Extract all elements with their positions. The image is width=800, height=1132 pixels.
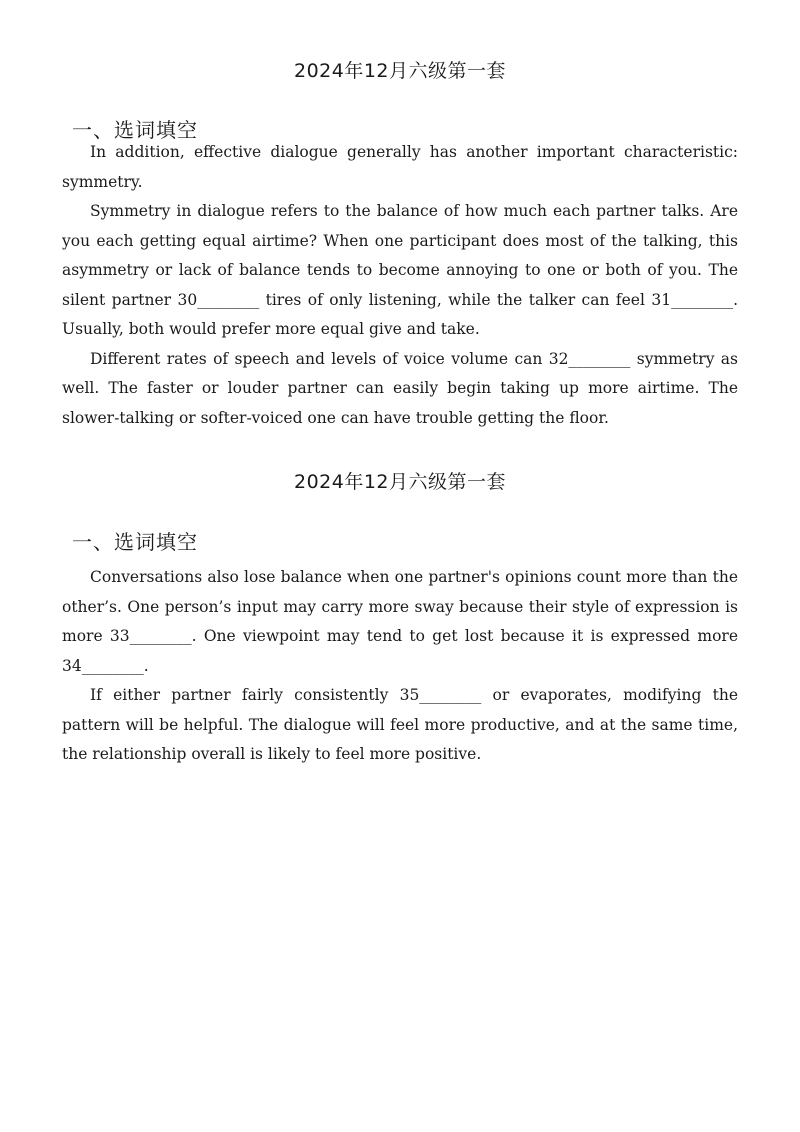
paragraph: If either partner fairly consistently 35________ or evaporates, modifying the pattern will be helpful. The dialogue will feel more productive, and at the same time, the relationship overall is likely to feel more positive. xyxy=(62,686,738,763)
paragraph: Symmetry in dialogue refers to the balance of how much each partner talks. Are you each getting equal airtime? When one participant does most of the talking, this asymmetry or lack of balance tends to become annoying to one or both of you. The silent partner 30________ tires of only listening, while the talker can feel 31________. Usually, both would prefer more equal give and take. xyxy=(62,202,738,338)
passage xyxy=(62,138,738,433)
section-heading: 一、选词填空 xyxy=(72,530,198,554)
page-title: 2024年12月六级第一套 xyxy=(293,471,507,493)
paragraph: Different rates of speech and levels of voice volume can 32________ symmetry as well. The faster or louder partner can easily begin taking up more airtime. The slower-talking or softer-voiced one can have trouble getting the floor. xyxy=(62,349,738,427)
paragraph: In addition, effective dialogue generally has another important characteristic: symmetry. xyxy=(62,143,738,191)
page-title: 2024年12月六级第一套 xyxy=(293,60,507,82)
paragraph: Conversations also lose balance when one partner's opinions count more than the other’s. One person’s input may carry more sway because their style of expression is more 33________. One viewpoint may tend to get lost because it is expressed more 34________. xyxy=(62,568,738,675)
section-heading: 一、选词填空 xyxy=(72,118,198,142)
passage xyxy=(62,563,738,770)
